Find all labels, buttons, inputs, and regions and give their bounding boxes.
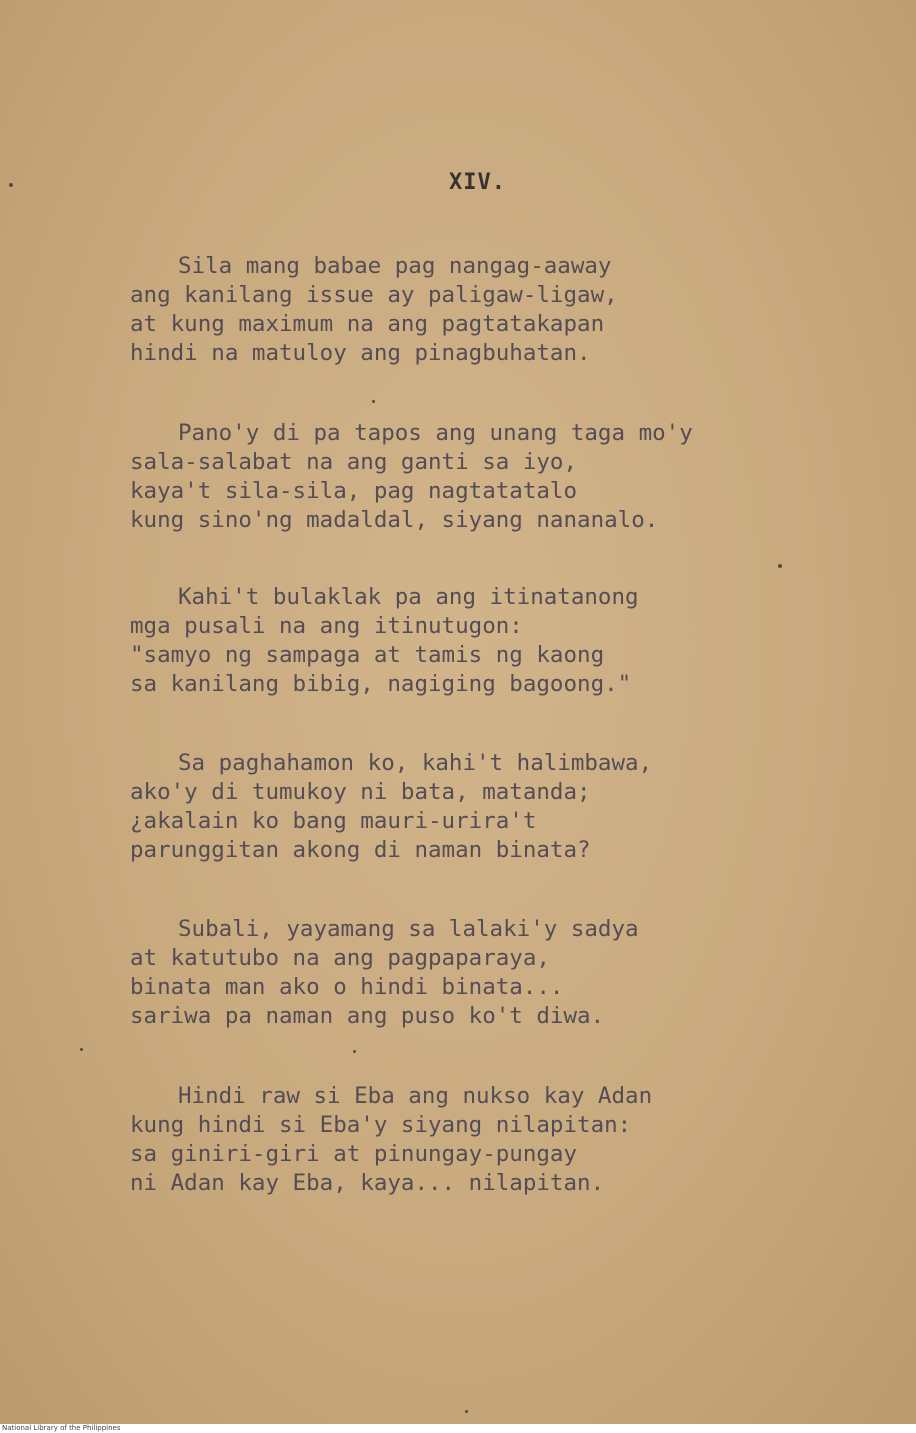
page-title: XIV. (449, 170, 506, 195)
stanza-line: "samyo ng sampaga at tamis ng kaong (130, 642, 605, 668)
stanza-line: hindi na matuloy ang pinagbuhatan. (130, 340, 591, 366)
paper-speck (778, 564, 782, 568)
stanza-2 (130, 419, 810, 535)
footer-strip (0, 1424, 916, 1433)
stanza-line: sariwa pa naman ang puso ko't diwa. (130, 1003, 605, 1029)
stanza-4 (130, 749, 810, 865)
stanza-line: Subali, yayamang sa lalaki'y sadya (178, 916, 639, 942)
stanza-line: mga pusali na ang itinutugon: (130, 613, 523, 639)
stanza-line: Pano'y di pa tapos ang unang taga mo'y (178, 420, 693, 446)
stanza-line: ako'y di tumukoy ni bata, matanda; (130, 779, 591, 805)
stanza-6 (130, 1082, 810, 1198)
stanza-line: ni Adan kay Eba, kaya... nilapitan. (130, 1170, 605, 1196)
stanza-5 (130, 915, 810, 1031)
stanza-line: kaya't sila-sila, pag nagtatatalo (130, 478, 578, 504)
stanza-line: Sila mang babae pag nangag-aaway (178, 253, 612, 279)
stanza-line: kung sino'ng madaldal, siyang nananalo. (130, 507, 659, 533)
stanza-line: ang kanilang issue ay paligaw-ligaw, (130, 282, 618, 308)
paper-speck (465, 1410, 468, 1413)
paper-speck (80, 1048, 83, 1051)
stanza-line: at katutubo na ang pagpaparaya, (130, 945, 550, 971)
stanza-line: binata man ako o hindi binata... (130, 974, 564, 1000)
stanza-line: sa kanilang bibig, nagiging bagoong." (130, 671, 632, 697)
stanza-line: kung hindi si Eba'y siyang nilapitan: (130, 1112, 632, 1138)
stanza-line: Hindi raw si Eba ang nukso kay Adan (178, 1083, 653, 1109)
stanza-line: Sa paghahamon ko, kahi't halimbawa, (178, 750, 653, 776)
paper-speck (9, 183, 13, 187)
stanza-line: at kung maximum na ang pagtatakapan (130, 311, 605, 337)
stanza-3 (130, 583, 810, 699)
stanza-line: parunggitan akong di naman binata? (130, 837, 591, 863)
stanza-line: Kahi't bulaklak pa ang itinatanong (178, 584, 639, 610)
stanza-1 (130, 252, 810, 368)
stanza-line: ¿akalain ko bang mauri-urira't (130, 808, 537, 834)
library-credit: National Library of the Philippines (2, 1424, 121, 1432)
stanza-line: sa giniri-giri at pinungay-pungay (130, 1141, 578, 1167)
stanza-line: sala-salabat na ang ganti sa iyo, (130, 449, 578, 475)
paper-speck (353, 1050, 356, 1053)
paper-speck (372, 400, 375, 403)
